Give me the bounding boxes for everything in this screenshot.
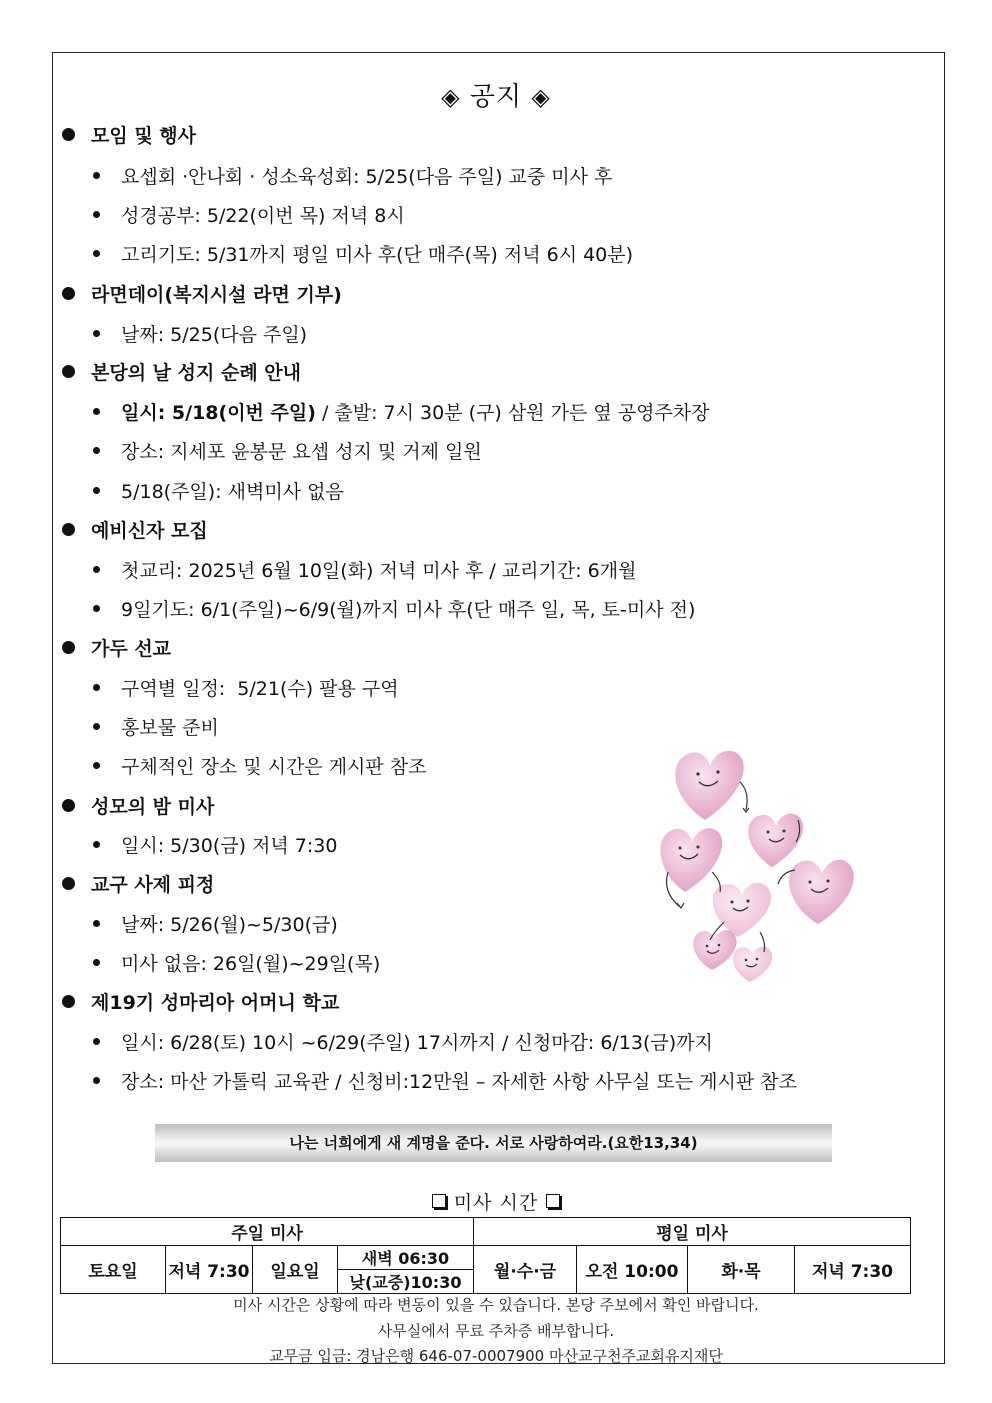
list-item	[93, 949, 380, 976]
saturday-label: 토요일	[61, 1246, 166, 1294]
heart-icon	[660, 828, 722, 892]
item-text: 구역별 일정: 5/21(수) 팔용 구역	[121, 678, 399, 700]
bullet-icon	[93, 723, 100, 730]
saturday-time: 저녁 7:30	[166, 1246, 253, 1294]
bullet-icon	[93, 447, 100, 454]
sunday-mass-header: 주일 미사	[61, 1218, 474, 1246]
bullet-icon	[93, 1077, 100, 1084]
bullet-icon	[93, 959, 100, 966]
item-text: 일시: 6/28(토) 10시 ~6/29(주일) 17시까지 / 신청마감: 6/13(금)까지	[121, 1032, 713, 1054]
heart-icon	[733, 947, 772, 982]
checkbox-square-icon	[432, 1194, 446, 1208]
bullet-icon	[93, 920, 100, 927]
item-text: 구체적인 장소 및 시간은 게시판 참조	[121, 756, 427, 778]
sunday-label: 일요일	[253, 1246, 338, 1294]
item-text: 성경공부: 5/22(이번 목) 저녁 8시	[121, 205, 405, 227]
bullet-icon	[62, 365, 75, 378]
diamond-icon: ◈	[531, 83, 551, 111]
bullet-icon	[93, 841, 100, 848]
bullet-icon	[93, 172, 100, 179]
heading-text: 본당의 날 성지 순례 안내	[91, 362, 301, 384]
list-item	[93, 556, 636, 583]
item-text: 장소: 지세포 윤봉문 요셉 성지 및 거제 일원	[121, 441, 482, 463]
section-heading	[62, 870, 214, 897]
section-heading	[62, 358, 301, 385]
list-item	[93, 477, 344, 504]
bullet-icon	[62, 128, 75, 141]
bullet-icon	[93, 566, 100, 573]
item-text: 9일기도: 6/1(주일)~6/9(월)까지 미사 후(단 매주 일, 목, 토-미사 전)	[121, 599, 696, 621]
heart-icon	[693, 930, 736, 970]
bullet-icon	[62, 287, 75, 300]
list-item	[93, 320, 307, 347]
scripture-quote: 나는 너희에게 새 계명을 준다. 서로 사랑하여라.(요한13,34)	[155, 1124, 832, 1162]
list-item	[93, 240, 633, 267]
item-text: 장소: 마산 가톨릭 교육관 / 신청비:12만원 – 자세한 사항 사무실 또는 게시판 참조	[121, 1071, 797, 1093]
dawn-mass-time: 새벽 06:30	[338, 1246, 474, 1270]
bullet-icon	[62, 523, 75, 536]
bullet-icon	[93, 684, 100, 691]
bullet-icon	[93, 487, 100, 494]
bullet-icon	[62, 877, 75, 890]
smiling-hearts-illustration	[650, 742, 860, 992]
bullet-icon	[93, 250, 100, 257]
heart-icon	[713, 883, 771, 937]
heart-icon	[789, 860, 854, 924]
item-text: 일시: 5/30(금) 저녁 7:30	[121, 835, 338, 857]
mwf-label: 월·수·금	[474, 1246, 577, 1294]
tt-time: 저녁 7:30	[795, 1246, 911, 1294]
heading-text: 성모의 밤 미사	[91, 796, 215, 818]
heading-text: 모임 및 행사	[91, 125, 196, 147]
section-heading	[62, 516, 208, 543]
page-title	[0, 76, 992, 113]
list-item	[93, 674, 399, 701]
list-item	[93, 713, 219, 740]
list-item	[93, 595, 695, 622]
heading-text: 예비신자 모집	[91, 520, 208, 542]
section-heading	[62, 988, 339, 1015]
bullet-icon	[93, 211, 100, 218]
mwf-time: 오전 10:00	[577, 1246, 688, 1294]
bullet-icon	[93, 762, 100, 769]
heading-text: 제19기 성마리아 어머니 학교	[91, 992, 340, 1014]
item-text: / 출발: 7시 30분 (구) 삼원 가든 옆 공영주차장	[315, 402, 710, 424]
section-heading	[62, 792, 214, 819]
item-text: 요셉회 ·안나회 · 성소육성회: 5/25(다음 주일) 교중 미사 후	[121, 166, 613, 188]
bullet-icon	[93, 605, 100, 612]
item-text: 날짜: 5/26(월)~5/30(금)	[121, 914, 338, 936]
bullet-icon	[93, 330, 100, 337]
checkbox-square-icon	[546, 1194, 560, 1208]
bullet-icon	[93, 408, 100, 415]
heart-icon	[675, 751, 743, 820]
list-item	[93, 437, 482, 464]
list-item	[93, 201, 405, 228]
heart-icon	[748, 814, 803, 867]
diamond-icon: ◈	[441, 83, 461, 111]
list-item	[93, 1028, 713, 1055]
section-heading	[62, 280, 342, 307]
heading-text: 라면데이(복지시설 라면 기부)	[91, 284, 342, 306]
list-item	[93, 162, 612, 189]
bullet-icon	[62, 799, 75, 812]
mass-title-text: 미사 시간	[453, 1192, 539, 1214]
item-text: 고리기도: 5/31까지 평일 미사 후(단 매주(목) 저녁 6시 40분)	[121, 244, 634, 266]
bullet-icon	[62, 995, 75, 1008]
list-item	[93, 1067, 797, 1094]
mass-times-title	[0, 1188, 992, 1215]
title-text: 공지	[469, 82, 523, 112]
item-text: 첫교리: 2025년 6월 10일(화) 저녁 미사 후 / 교리기간: 6개월	[121, 560, 637, 582]
mass-times-table	[60, 1217, 911, 1294]
bullet-icon	[93, 1038, 100, 1045]
section-heading	[62, 121, 196, 148]
donation-account-note: 교무금 입금: 경남은행 646-07-0007900 마산교구천주교회유지재단	[269, 1347, 723, 1365]
item-text: 홍보물 준비	[121, 717, 219, 739]
heading-text: 교구 사제 피정	[91, 874, 215, 896]
heading-text: 가두 선교	[91, 638, 172, 660]
bullet-icon	[62, 641, 75, 654]
list-item	[93, 398, 709, 425]
item-bold-text: 일시: 5/18(이번 주일)	[121, 402, 316, 424]
list-item	[93, 752, 427, 779]
item-text: 5/18(주일): 새벽미사 없음	[121, 481, 344, 503]
mass-note: 미사 시간은 상황에 따라 변동이 있을 수 있습니다. 본당 주보에서 확인 바랍니다.	[233, 1296, 759, 1314]
item-text: 미사 없음: 26일(월)~29일(목)	[121, 953, 381, 975]
list-item	[93, 831, 337, 858]
item-text: 날짜: 5/25(다음 주일)	[121, 324, 308, 346]
weekday-mass-header: 평일 미사	[474, 1218, 911, 1246]
noon-mass-time: 낮(교중)10:30	[338, 1270, 474, 1294]
tt-label: 화·목	[688, 1246, 795, 1294]
parking-note: 사무실에서 무료 주차증 배부합니다.	[377, 1322, 615, 1340]
section-heading	[62, 634, 171, 661]
list-item	[93, 910, 338, 937]
